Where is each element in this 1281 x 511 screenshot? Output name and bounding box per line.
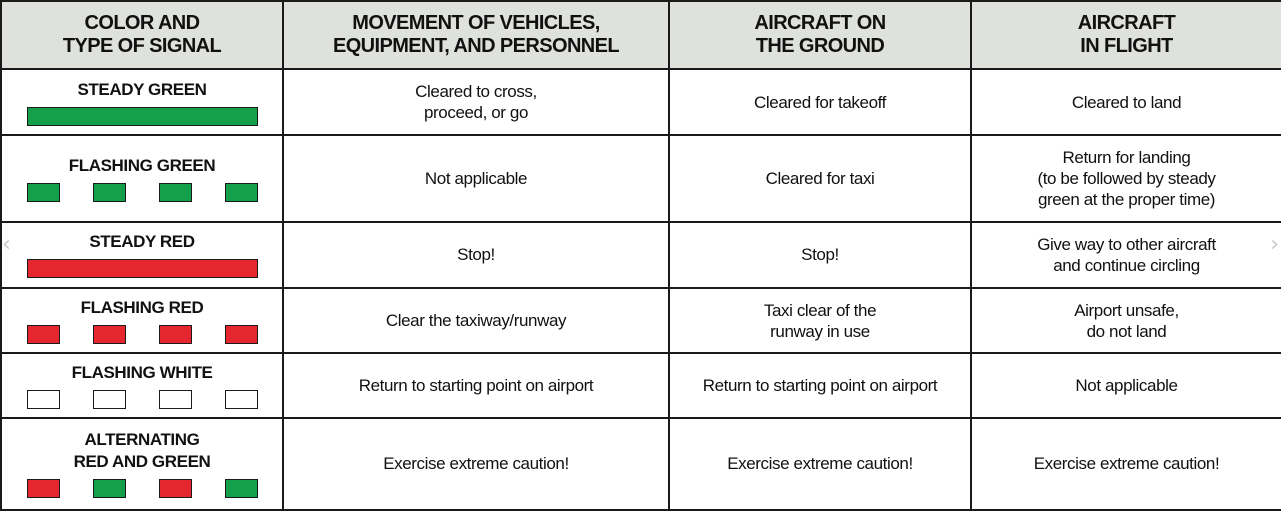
green-signal-lamp: [93, 183, 126, 202]
signal-lamp-group: [27, 183, 258, 202]
vehicles-meaning-cell: [283, 418, 669, 510]
header-aircraft-ground: AIRCRAFT ON THE GROUND: [669, 1, 971, 69]
signal-lamp-group: [27, 107, 258, 126]
signal-name: FLASHING WHITE: [71, 362, 213, 382]
header-color-type: COLOR AND TYPE OF SIGNAL: [1, 1, 283, 69]
signal-cell: [1, 288, 283, 353]
signal-cell: [1, 353, 283, 417]
ground-meaning-cell: [669, 69, 971, 135]
flight-meaning-cell: [971, 135, 1281, 221]
table-row: [1, 418, 1281, 510]
signal-lamp-group: [27, 325, 258, 344]
red-signal-lamp: [159, 479, 192, 498]
signal-name: FLASHING RED: [80, 298, 204, 318]
table-row: [1, 288, 1281, 353]
ground-meaning-text: Stop!: [801, 245, 839, 265]
vehicles-meaning-cell: [283, 288, 669, 353]
flight-meaning-text: Cleared to land: [1071, 92, 1182, 112]
flight-meaning-text: Exercise extreme caution!: [1033, 454, 1220, 474]
white-signal-lamp: [93, 390, 126, 409]
signal-name: ALTERNATING RED AND GREEN: [73, 430, 211, 472]
table-row: [1, 135, 1281, 221]
ground-meaning-cell: [669, 418, 971, 510]
flight-meaning-text: Return for landing (to be followed by steady green at the proper time): [1037, 147, 1216, 209]
signal-cell: [1, 222, 283, 288]
header-vehicles: MOVEMENT OF VEHICLES, EQUIPMENT, AND PERSONNEL: [283, 1, 669, 69]
header-aircraft-flight: AIRCRAFT IN FLIGHT: [971, 1, 1281, 69]
green-signal-lamp: [27, 107, 258, 126]
signal-cell: [1, 69, 283, 135]
red-signal-lamp: [159, 325, 192, 344]
header-row: [1, 1, 1281, 69]
flight-meaning-cell: [971, 288, 1281, 353]
ground-meaning-cell: [669, 222, 971, 288]
green-signal-lamp: [225, 183, 258, 202]
ground-meaning-text: Exercise extreme caution!: [727, 454, 913, 474]
vehicles-meaning-cell: [283, 135, 669, 221]
vehicles-meaning-cell: [283, 69, 669, 135]
signal-name: STEADY RED: [89, 232, 195, 252]
vehicles-meaning-text: Not applicable: [424, 168, 528, 188]
table-row: [1, 353, 1281, 417]
flight-meaning-cell: [971, 418, 1281, 510]
ground-meaning-text: Cleared for takeoff: [754, 92, 886, 112]
signal-name: FLASHING GREEN: [68, 155, 216, 175]
green-signal-lamp: [93, 479, 126, 498]
green-signal-lamp: [225, 479, 258, 498]
ground-meaning-text: Return to starting point on airport: [702, 375, 938, 395]
ground-meaning-text: Taxi clear of the runway in use: [763, 300, 877, 341]
chevron-left-icon[interactable]: ‹: [2, 232, 11, 257]
signal-lamp-group: [27, 479, 258, 498]
vehicles-meaning-text: Exercise extreme caution!: [383, 454, 569, 474]
ground-meaning-cell: [669, 288, 971, 353]
flight-meaning-text: Airport unsafe, do not land: [1074, 300, 1179, 341]
flight-meaning-cell: [971, 69, 1281, 135]
table-row: [1, 69, 1281, 135]
flight-meaning-text: Give way to other aircraft and continue circling: [1037, 234, 1216, 275]
vehicles-meaning-text: Return to starting point on airport: [358, 375, 594, 395]
red-signal-lamp: [27, 479, 60, 498]
signal-name: STEADY GREEN: [77, 79, 207, 99]
vehicles-meaning-cell: [283, 222, 669, 288]
red-signal-lamp: [27, 259, 258, 278]
vehicles-meaning-text: Cleared to cross, proceed, or go: [415, 82, 537, 123]
red-signal-lamp: [225, 325, 258, 344]
white-signal-lamp: [159, 390, 192, 409]
white-signal-lamp: [27, 390, 60, 409]
vehicles-meaning-cell: [283, 353, 669, 417]
red-signal-lamp: [27, 325, 60, 344]
red-signal-lamp: [93, 325, 126, 344]
table-row: [1, 222, 1281, 288]
signal-lamp-group: [27, 390, 258, 409]
white-signal-lamp: [225, 390, 258, 409]
vehicles-meaning-text: Stop!: [457, 245, 495, 265]
flight-meaning-cell: [971, 222, 1281, 288]
vehicles-meaning-text: Clear the taxiway/runway: [385, 311, 567, 331]
flight-meaning-text: Not applicable: [1075, 375, 1178, 395]
green-signal-lamp: [159, 183, 192, 202]
green-signal-lamp: [27, 183, 60, 202]
signal-cell: [1, 418, 283, 510]
ground-meaning-cell: [669, 353, 971, 417]
signal-cell: [1, 135, 283, 221]
ground-meaning-cell: [669, 135, 971, 221]
signal-lamp-group: [27, 259, 258, 278]
ground-meaning-text: Cleared for taxi: [765, 168, 875, 188]
flight-meaning-cell: [971, 353, 1281, 417]
chevron-right-icon[interactable]: ›: [1270, 232, 1279, 257]
